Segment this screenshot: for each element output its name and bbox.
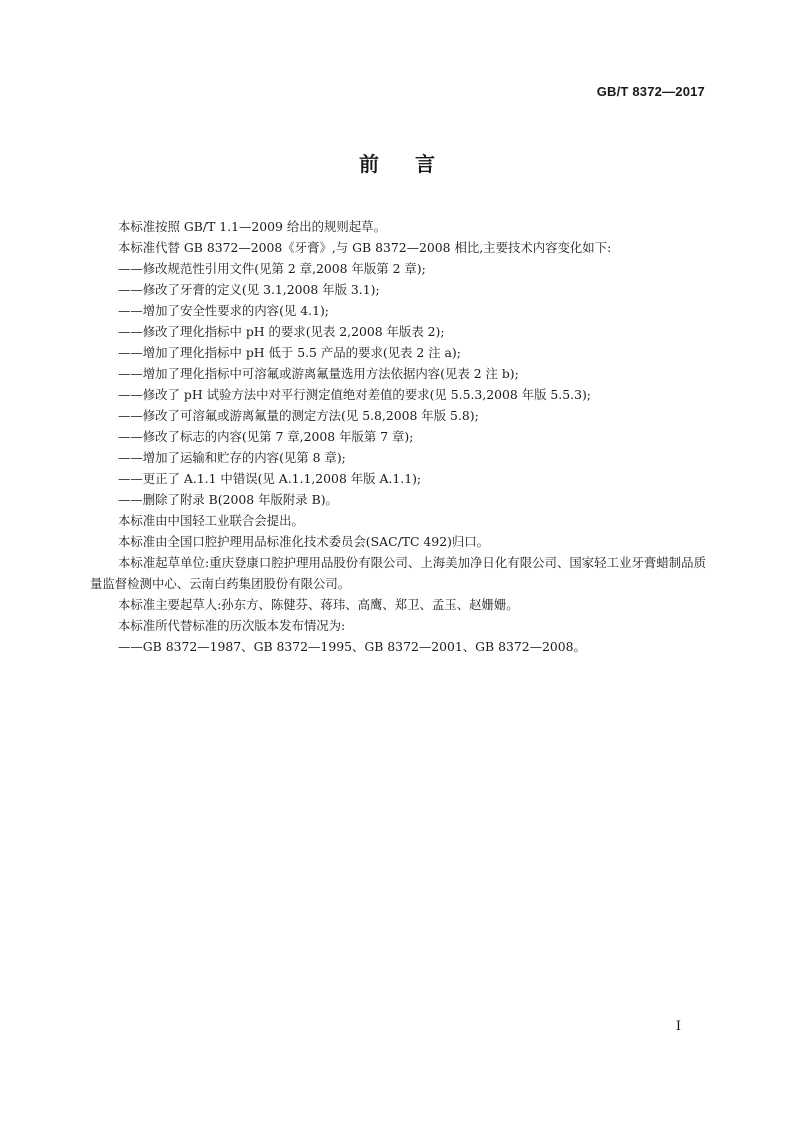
paragraph-drafting-units: 本标准起草单位:重庆登康口腔护理用品股份有限公司、上海美加净日化有限公司、国家轻工业牙膏蜡制品质量监督检测中心、云南白药集团股份有限公司。 bbox=[90, 555, 706, 591]
change-item: ——修改了 pH 试验方法中对平行测定值绝对差值的要求(见 5.5.3,2008 年版 5.5.3); bbox=[118, 387, 591, 402]
history-item: ——GB 8372—1987、GB 8372—1995、GB 8372—2001、GB 8372—2008。 bbox=[118, 639, 586, 654]
change-item: ——增加了安全性要求的内容(见 4.1); bbox=[118, 303, 329, 318]
change-item: ——增加了理化指标中可溶氟或游离氟量选用方法依据内容(见表 2 注 b); bbox=[118, 366, 519, 381]
paragraph-replaces: 本标准代替 GB 8372—2008《牙膏》,与 GB 8372—2008 相比,主要技术内容变化如下: bbox=[118, 240, 612, 255]
paragraph-history-intro: 本标准所代替标准的历次版本发布情况为: bbox=[118, 618, 346, 633]
change-item: ——修改了牙膏的定义(见 3.1,2008 年版 3.1); bbox=[118, 282, 380, 297]
change-item: ——增加了理化指标中 pH 低于 5.5 产品的要求(见表 2 注 a); bbox=[118, 345, 461, 360]
change-item: ——修改了理化指标中 pH 的要求(见表 2,2008 年版表 2); bbox=[118, 324, 445, 339]
foreword-body bbox=[90, 216, 706, 657]
change-item: ——更正了 A.1.1 中错误(见 A.1.1,2008 年版 A.1.1); bbox=[118, 471, 422, 486]
paragraph-proposer: 本标准由中国轻工业联合会提出。 bbox=[118, 513, 304, 528]
paragraph-drafting-rules: 本标准按照 GB/T 1.1—2009 给出的规则起草。 bbox=[118, 219, 386, 234]
change-item: ——修改规范性引用文件(见第 2 章,2008 年版第 2 章); bbox=[118, 261, 426, 276]
change-item: ——修改了可溶氟或游离氟量的测定方法(见 5.8,2008 年版 5.8); bbox=[118, 408, 479, 423]
change-item: ——修改了标志的内容(见第 7 章,2008 年版第 7 章); bbox=[118, 429, 414, 444]
change-item: ——增加了运输和贮存的内容(见第 8 章); bbox=[118, 450, 346, 465]
page-title: 前言 bbox=[359, 152, 471, 176]
page-number: I bbox=[675, 1019, 681, 1034]
change-item: ——删除了附录 B(2008 年版附录 B)。 bbox=[118, 492, 338, 507]
standard-code: GB/T 8372—2017 bbox=[596, 84, 705, 99]
paragraph-committee: 本标准由全国口腔护理用品标准化技术委员会(SAC/TC 492)归口。 bbox=[118, 534, 490, 549]
paragraph-drafters: 本标准主要起草人:孙东方、陈健芬、蒋玮、高鹰、郑卫、孟玉、赵姗姗。 bbox=[118, 597, 519, 612]
